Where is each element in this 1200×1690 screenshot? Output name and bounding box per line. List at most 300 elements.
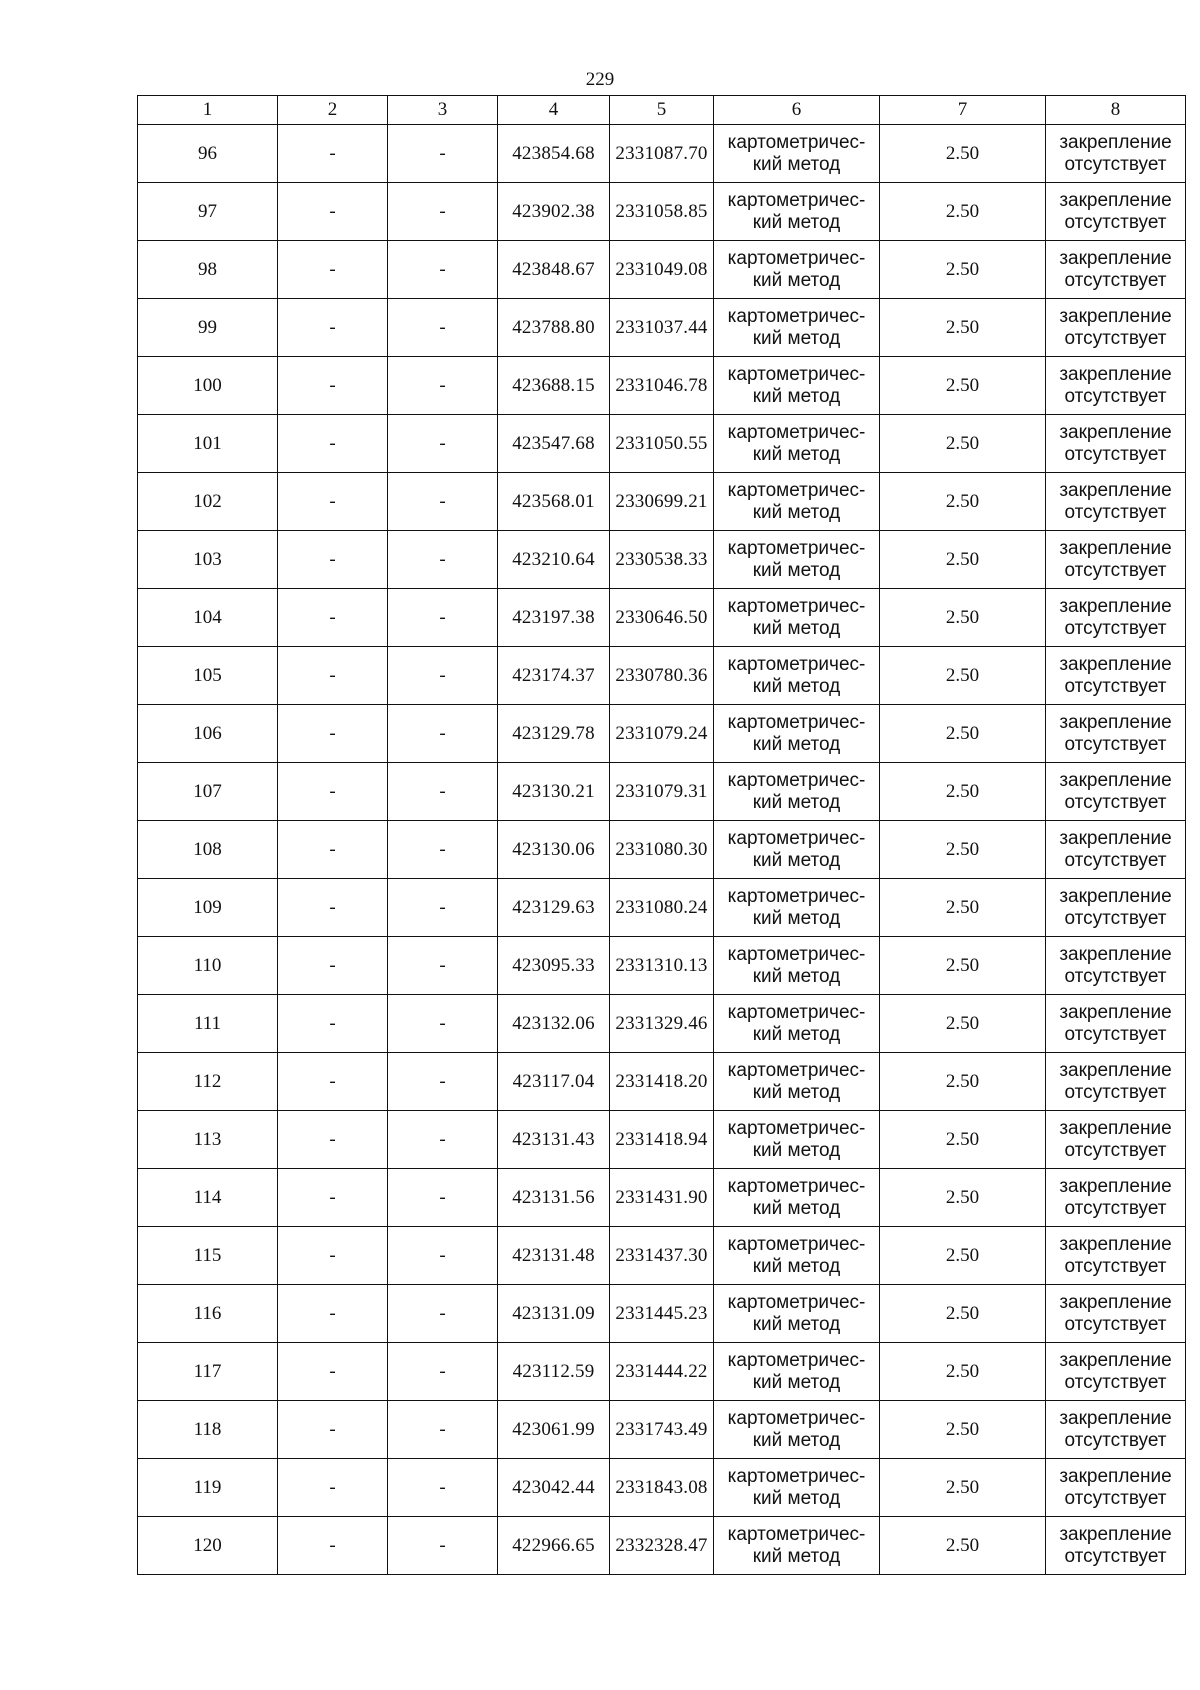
fixation-cell (1046, 1053, 1186, 1111)
y-coordinate-cell: 2331080.24 (610, 879, 714, 937)
method-cell (714, 1227, 880, 1285)
accuracy-cell: 2.50 (880, 1111, 1046, 1169)
method-line-2: кий метод (752, 1487, 841, 1509)
method-cell (714, 821, 880, 879)
y-coordinate-cell: 2331046.78 (610, 357, 714, 415)
method-line-2: кий метод (752, 153, 841, 175)
y-coordinate-cell: 2331329.46 (610, 995, 714, 1053)
fixation-line-1: закрепление (1059, 479, 1172, 501)
method-line-1: картометричес- (727, 305, 866, 327)
col3-cell: - (388, 937, 498, 995)
y-coordinate-cell: 2331037.44 (610, 299, 714, 357)
fixation-line-2: отсутствует (1064, 153, 1167, 175)
col3-cell: - (388, 589, 498, 647)
fixation-cell (1046, 705, 1186, 763)
method-cell (714, 1459, 880, 1517)
col2-cell: - (278, 241, 388, 299)
method-line-1: картометричес- (727, 1465, 866, 1487)
y-coordinate-cell: 2331050.55 (610, 415, 714, 473)
header-cell-8: 8 (1046, 96, 1186, 125)
method-cell (714, 1169, 880, 1227)
col3-cell: - (388, 357, 498, 415)
method-line-1: картометричес- (727, 1059, 866, 1081)
method-cell (714, 647, 880, 705)
col3-cell: - (388, 1227, 498, 1285)
x-coordinate-cell: 423854.68 (498, 125, 610, 183)
method-line-2: кий метод (752, 1429, 841, 1451)
accuracy-cell: 2.50 (880, 183, 1046, 241)
col3-cell: - (388, 821, 498, 879)
accuracy-cell: 2.50 (880, 647, 1046, 705)
accuracy-cell: 2.50 (880, 1401, 1046, 1459)
fixation-cell (1046, 589, 1186, 647)
table-row (138, 1401, 1186, 1459)
point-number-cell: 112 (138, 1053, 278, 1111)
fixation-line-2: отсутствует (1064, 617, 1167, 639)
fixation-line-1: закрепление (1059, 537, 1172, 559)
x-coordinate-cell: 422966.65 (498, 1517, 610, 1575)
table-row (138, 821, 1186, 879)
table-row (138, 763, 1186, 821)
method-cell (714, 937, 880, 995)
col3-cell: - (388, 647, 498, 705)
x-coordinate-cell: 423131.48 (498, 1227, 610, 1285)
x-coordinate-cell: 423129.78 (498, 705, 610, 763)
x-coordinate-cell: 423131.56 (498, 1169, 610, 1227)
y-coordinate-cell: 2331049.08 (610, 241, 714, 299)
col3-cell: - (388, 125, 498, 183)
fixation-line-1: закрепление (1059, 1233, 1172, 1255)
method-cell (714, 357, 880, 415)
table-row (138, 241, 1186, 299)
col3-cell: - (388, 705, 498, 763)
method-cell (714, 1401, 880, 1459)
point-number-cell: 109 (138, 879, 278, 937)
fixation-line-1: закрепление (1059, 1349, 1172, 1371)
col3-cell: - (388, 995, 498, 1053)
method-cell (714, 1517, 880, 1575)
method-line-1: картометричес- (727, 1233, 866, 1255)
accuracy-cell: 2.50 (880, 415, 1046, 473)
fixation-cell (1046, 241, 1186, 299)
point-number-cell: 116 (138, 1285, 278, 1343)
y-coordinate-cell: 2331743.49 (610, 1401, 714, 1459)
col3-cell: - (388, 299, 498, 357)
fixation-line-1: закрепление (1059, 827, 1172, 849)
point-number-cell: 97 (138, 183, 278, 241)
fixation-cell (1046, 1459, 1186, 1517)
col2-cell: - (278, 1169, 388, 1227)
point-number-cell: 114 (138, 1169, 278, 1227)
table-row (138, 473, 1186, 531)
col2-cell: - (278, 357, 388, 415)
col3-cell: - (388, 879, 498, 937)
point-number-cell: 108 (138, 821, 278, 879)
fixation-cell (1046, 531, 1186, 589)
method-line-1: картометричес- (727, 247, 866, 269)
accuracy-cell: 2.50 (880, 1053, 1046, 1111)
col3-cell: - (388, 415, 498, 473)
x-coordinate-cell: 423902.38 (498, 183, 610, 241)
method-line-2: кий метод (752, 385, 841, 407)
x-coordinate-cell: 423210.64 (498, 531, 610, 589)
y-coordinate-cell: 2332328.47 (610, 1517, 714, 1575)
accuracy-cell: 2.50 (880, 1227, 1046, 1285)
x-coordinate-cell: 423131.43 (498, 1111, 610, 1169)
y-coordinate-cell: 2330780.36 (610, 647, 714, 705)
table-row (138, 879, 1186, 937)
table-row (138, 1227, 1186, 1285)
fixation-line-1: закрепление (1059, 1407, 1172, 1429)
fixation-line-2: отсутствует (1064, 1313, 1167, 1335)
header-cell-3: 3 (388, 96, 498, 125)
method-line-1: картометричес- (727, 1523, 866, 1545)
point-number-cell: 111 (138, 995, 278, 1053)
method-cell (714, 879, 880, 937)
fixation-line-2: отсутствует (1064, 1429, 1167, 1451)
x-coordinate-cell: 423130.21 (498, 763, 610, 821)
col3-cell: - (388, 1343, 498, 1401)
method-cell (714, 1343, 880, 1401)
table-row (138, 937, 1186, 995)
method-cell (714, 995, 880, 1053)
table-row (138, 995, 1186, 1053)
col2-cell: - (278, 183, 388, 241)
accuracy-cell: 2.50 (880, 937, 1046, 995)
method-line-2: кий метод (752, 211, 841, 233)
x-coordinate-cell: 423688.15 (498, 357, 610, 415)
fixation-cell (1046, 763, 1186, 821)
method-cell (714, 241, 880, 299)
header-cell-5: 5 (610, 96, 714, 125)
col2-cell: - (278, 1459, 388, 1517)
fixation-cell (1046, 1285, 1186, 1343)
point-number-cell: 98 (138, 241, 278, 299)
y-coordinate-cell: 2331445.23 (610, 1285, 714, 1343)
method-cell (714, 299, 880, 357)
fixation-line-1: закрепление (1059, 421, 1172, 443)
accuracy-cell: 2.50 (880, 589, 1046, 647)
table-row (138, 705, 1186, 763)
col3-cell: - (388, 1285, 498, 1343)
page-number: 229 (585, 69, 615, 90)
method-line-2: кий метод (752, 617, 841, 639)
method-line-1: картометричес- (727, 189, 866, 211)
fixation-line-2: отсутствует (1064, 443, 1167, 465)
col2-cell: - (278, 879, 388, 937)
fixation-line-2: отсутствует (1064, 1081, 1167, 1103)
fixation-cell (1046, 299, 1186, 357)
method-line-1: картометричес- (727, 885, 866, 907)
col3-cell: - (388, 1517, 498, 1575)
col3-cell: - (388, 1053, 498, 1111)
fixation-line-2: отсутствует (1064, 907, 1167, 929)
x-coordinate-cell: 423568.01 (498, 473, 610, 531)
table-body (138, 125, 1186, 1575)
accuracy-cell: 2.50 (880, 995, 1046, 1053)
header-row (138, 96, 1186, 125)
accuracy-cell: 2.50 (880, 1517, 1046, 1575)
col2-cell: - (278, 125, 388, 183)
point-number-cell: 103 (138, 531, 278, 589)
accuracy-cell: 2.50 (880, 357, 1046, 415)
method-cell (714, 473, 880, 531)
accuracy-cell: 2.50 (880, 299, 1046, 357)
method-line-1: картометричес- (727, 769, 866, 791)
method-line-2: кий метод (752, 1371, 841, 1393)
point-number-cell: 99 (138, 299, 278, 357)
col2-cell: - (278, 299, 388, 357)
y-coordinate-cell: 2330646.50 (610, 589, 714, 647)
point-number-cell: 100 (138, 357, 278, 415)
fixation-line-2: отсутствует (1064, 1023, 1167, 1045)
method-line-1: картометричес- (727, 1349, 866, 1371)
col3-cell: - (388, 531, 498, 589)
point-number-cell: 119 (138, 1459, 278, 1517)
method-line-2: кий метод (752, 907, 841, 929)
fixation-line-2: отсутствует (1064, 1197, 1167, 1219)
col2-cell: - (278, 531, 388, 589)
header-cell-2: 2 (278, 96, 388, 125)
table-row (138, 415, 1186, 473)
accuracy-cell: 2.50 (880, 705, 1046, 763)
fixation-line-1: закрепление (1059, 1465, 1172, 1487)
col2-cell: - (278, 473, 388, 531)
fixation-cell (1046, 879, 1186, 937)
method-line-2: кий метод (752, 849, 841, 871)
method-line-2: кий метод (752, 327, 841, 349)
method-line-1: картометричес- (727, 1407, 866, 1429)
fixation-line-1: закрепление (1059, 885, 1172, 907)
method-line-1: картометричес- (727, 595, 866, 617)
method-cell (714, 589, 880, 647)
x-coordinate-cell: 423117.04 (498, 1053, 610, 1111)
accuracy-cell: 2.50 (880, 763, 1046, 821)
table-row (138, 183, 1186, 241)
method-line-1: картометричес- (727, 1175, 866, 1197)
method-line-1: картометричес- (727, 537, 866, 559)
method-line-1: картометричес- (727, 1117, 866, 1139)
method-line-2: кий метод (752, 1313, 841, 1335)
table-row (138, 1285, 1186, 1343)
header-cell-4: 4 (498, 96, 610, 125)
fixation-cell (1046, 473, 1186, 531)
point-number-cell: 115 (138, 1227, 278, 1285)
point-number-cell: 117 (138, 1343, 278, 1401)
fixation-line-2: отсутствует (1064, 501, 1167, 523)
fixation-cell (1046, 1401, 1186, 1459)
col3-cell: - (388, 183, 498, 241)
method-line-2: кий метод (752, 501, 841, 523)
fixation-cell (1046, 183, 1186, 241)
col3-cell: - (388, 763, 498, 821)
method-line-1: картометричес- (727, 131, 866, 153)
col2-cell: - (278, 589, 388, 647)
method-cell (714, 763, 880, 821)
fixation-cell (1046, 1169, 1186, 1227)
method-line-2: кий метод (752, 443, 841, 465)
fixation-line-2: отсутствует (1064, 791, 1167, 813)
accuracy-cell: 2.50 (880, 1285, 1046, 1343)
table-row (138, 125, 1186, 183)
fixation-line-2: отсутствует (1064, 269, 1167, 291)
method-line-2: кий метод (752, 559, 841, 581)
method-line-1: картометричес- (727, 827, 866, 849)
x-coordinate-cell: 423130.06 (498, 821, 610, 879)
fixation-line-2: отсутствует (1064, 327, 1167, 349)
fixation-cell (1046, 1517, 1186, 1575)
fixation-line-1: закрепление (1059, 1059, 1172, 1081)
point-number-cell: 120 (138, 1517, 278, 1575)
x-coordinate-cell: 423042.44 (498, 1459, 610, 1517)
x-coordinate-cell: 423174.37 (498, 647, 610, 705)
col2-cell: - (278, 937, 388, 995)
fixation-line-1: закрепление (1059, 1523, 1172, 1545)
col2-cell: - (278, 995, 388, 1053)
y-coordinate-cell: 2331431.90 (610, 1169, 714, 1227)
method-cell (714, 415, 880, 473)
x-coordinate-cell: 423061.99 (498, 1401, 610, 1459)
fixation-line-2: отсутствует (1064, 1545, 1167, 1567)
fixation-cell (1046, 357, 1186, 415)
fixation-line-2: отсутствует (1064, 965, 1167, 987)
accuracy-cell: 2.50 (880, 1459, 1046, 1517)
fixation-line-2: отсутствует (1064, 675, 1167, 697)
y-coordinate-cell: 2331087.70 (610, 125, 714, 183)
point-number-cell: 96 (138, 125, 278, 183)
fixation-cell (1046, 647, 1186, 705)
col3-cell: - (388, 1401, 498, 1459)
table-row (138, 1053, 1186, 1111)
col2-cell: - (278, 821, 388, 879)
fixation-line-1: закрепление (1059, 943, 1172, 965)
y-coordinate-cell: 2331310.13 (610, 937, 714, 995)
fixation-line-2: отсутствует (1064, 1139, 1167, 1161)
y-coordinate-cell: 2331444.22 (610, 1343, 714, 1401)
accuracy-cell: 2.50 (880, 879, 1046, 937)
accuracy-cell: 2.50 (880, 531, 1046, 589)
accuracy-cell: 2.50 (880, 125, 1046, 183)
col2-cell: - (278, 1111, 388, 1169)
y-coordinate-cell: 2330538.33 (610, 531, 714, 589)
point-number-cell: 102 (138, 473, 278, 531)
point-number-cell: 107 (138, 763, 278, 821)
fixation-line-2: отсутствует (1064, 849, 1167, 871)
fixation-line-1: закрепление (1059, 1117, 1172, 1139)
y-coordinate-cell: 2331058.85 (610, 183, 714, 241)
fixation-line-2: отсутствует (1064, 1487, 1167, 1509)
table-row (138, 357, 1186, 415)
table-row (138, 531, 1186, 589)
method-line-2: кий метод (752, 1081, 841, 1103)
fixation-line-2: отсутствует (1064, 385, 1167, 407)
col2-cell: - (278, 415, 388, 473)
fixation-cell (1046, 415, 1186, 473)
accuracy-cell: 2.50 (880, 1169, 1046, 1227)
method-cell (714, 1111, 880, 1169)
y-coordinate-cell: 2331079.24 (610, 705, 714, 763)
table-row (138, 647, 1186, 705)
col3-cell: - (388, 1111, 498, 1169)
header-cell-6: 6 (714, 96, 880, 125)
fixation-line-1: закрепление (1059, 363, 1172, 385)
point-number-cell: 118 (138, 1401, 278, 1459)
method-cell (714, 125, 880, 183)
y-coordinate-cell: 2331437.30 (610, 1227, 714, 1285)
method-line-2: кий метод (752, 1139, 841, 1161)
fixation-cell (1046, 125, 1186, 183)
method-line-2: кий метод (752, 675, 841, 697)
method-line-1: картометричес- (727, 479, 866, 501)
table-row (138, 1343, 1186, 1401)
fixation-line-1: закрепление (1059, 595, 1172, 617)
table-row (138, 589, 1186, 647)
fixation-cell (1046, 1343, 1186, 1401)
fixation-line-2: отсутствует (1064, 211, 1167, 233)
fixation-line-2: отсутствует (1064, 1371, 1167, 1393)
point-number-cell: 110 (138, 937, 278, 995)
method-line-1: картометричес- (727, 363, 866, 385)
y-coordinate-cell: 2331418.94 (610, 1111, 714, 1169)
method-line-2: кий метод (752, 269, 841, 291)
point-number-cell: 101 (138, 415, 278, 473)
col2-cell: - (278, 647, 388, 705)
col2-cell: - (278, 1227, 388, 1285)
fixation-cell (1046, 821, 1186, 879)
table-row (138, 1517, 1186, 1575)
x-coordinate-cell: 423131.09 (498, 1285, 610, 1343)
y-coordinate-cell: 2331418.20 (610, 1053, 714, 1111)
y-coordinate-cell: 2331080.30 (610, 821, 714, 879)
accuracy-cell: 2.50 (880, 821, 1046, 879)
x-coordinate-cell: 423129.63 (498, 879, 610, 937)
fixation-line-1: закрепление (1059, 1001, 1172, 1023)
method-line-1: картометричес- (727, 421, 866, 443)
fixation-line-1: закрепление (1059, 711, 1172, 733)
fixation-cell (1046, 1227, 1186, 1285)
col3-cell: - (388, 473, 498, 531)
col2-cell: - (278, 705, 388, 763)
fixation-line-1: закрепление (1059, 305, 1172, 327)
table-row (138, 299, 1186, 357)
fixation-cell (1046, 1111, 1186, 1169)
method-cell (714, 705, 880, 763)
fixation-line-1: закрепление (1059, 1175, 1172, 1197)
method-line-1: картометричес- (727, 1001, 866, 1023)
fixation-line-1: закрепление (1059, 189, 1172, 211)
accuracy-cell: 2.50 (880, 1343, 1046, 1401)
method-line-1: картометричес- (727, 943, 866, 965)
point-number-cell: 104 (138, 589, 278, 647)
table-row (138, 1111, 1186, 1169)
point-number-cell: 113 (138, 1111, 278, 1169)
method-line-1: картометричес- (727, 1291, 866, 1313)
method-cell (714, 183, 880, 241)
method-cell (714, 531, 880, 589)
x-coordinate-cell: 423132.06 (498, 995, 610, 1053)
x-coordinate-cell: 423197.38 (498, 589, 610, 647)
fixation-line-2: отсутствует (1064, 559, 1167, 581)
fixation-line-1: закрепление (1059, 131, 1172, 153)
col2-cell: - (278, 1053, 388, 1111)
table-row (138, 1169, 1186, 1227)
fixation-line-1: закрепление (1059, 247, 1172, 269)
fixation-line-1: закрепление (1059, 653, 1172, 675)
method-line-2: кий метод (752, 1197, 841, 1219)
fixation-line-1: закрепление (1059, 1291, 1172, 1313)
method-line-2: кий метод (752, 1023, 841, 1045)
y-coordinate-cell: 2331843.08 (610, 1459, 714, 1517)
